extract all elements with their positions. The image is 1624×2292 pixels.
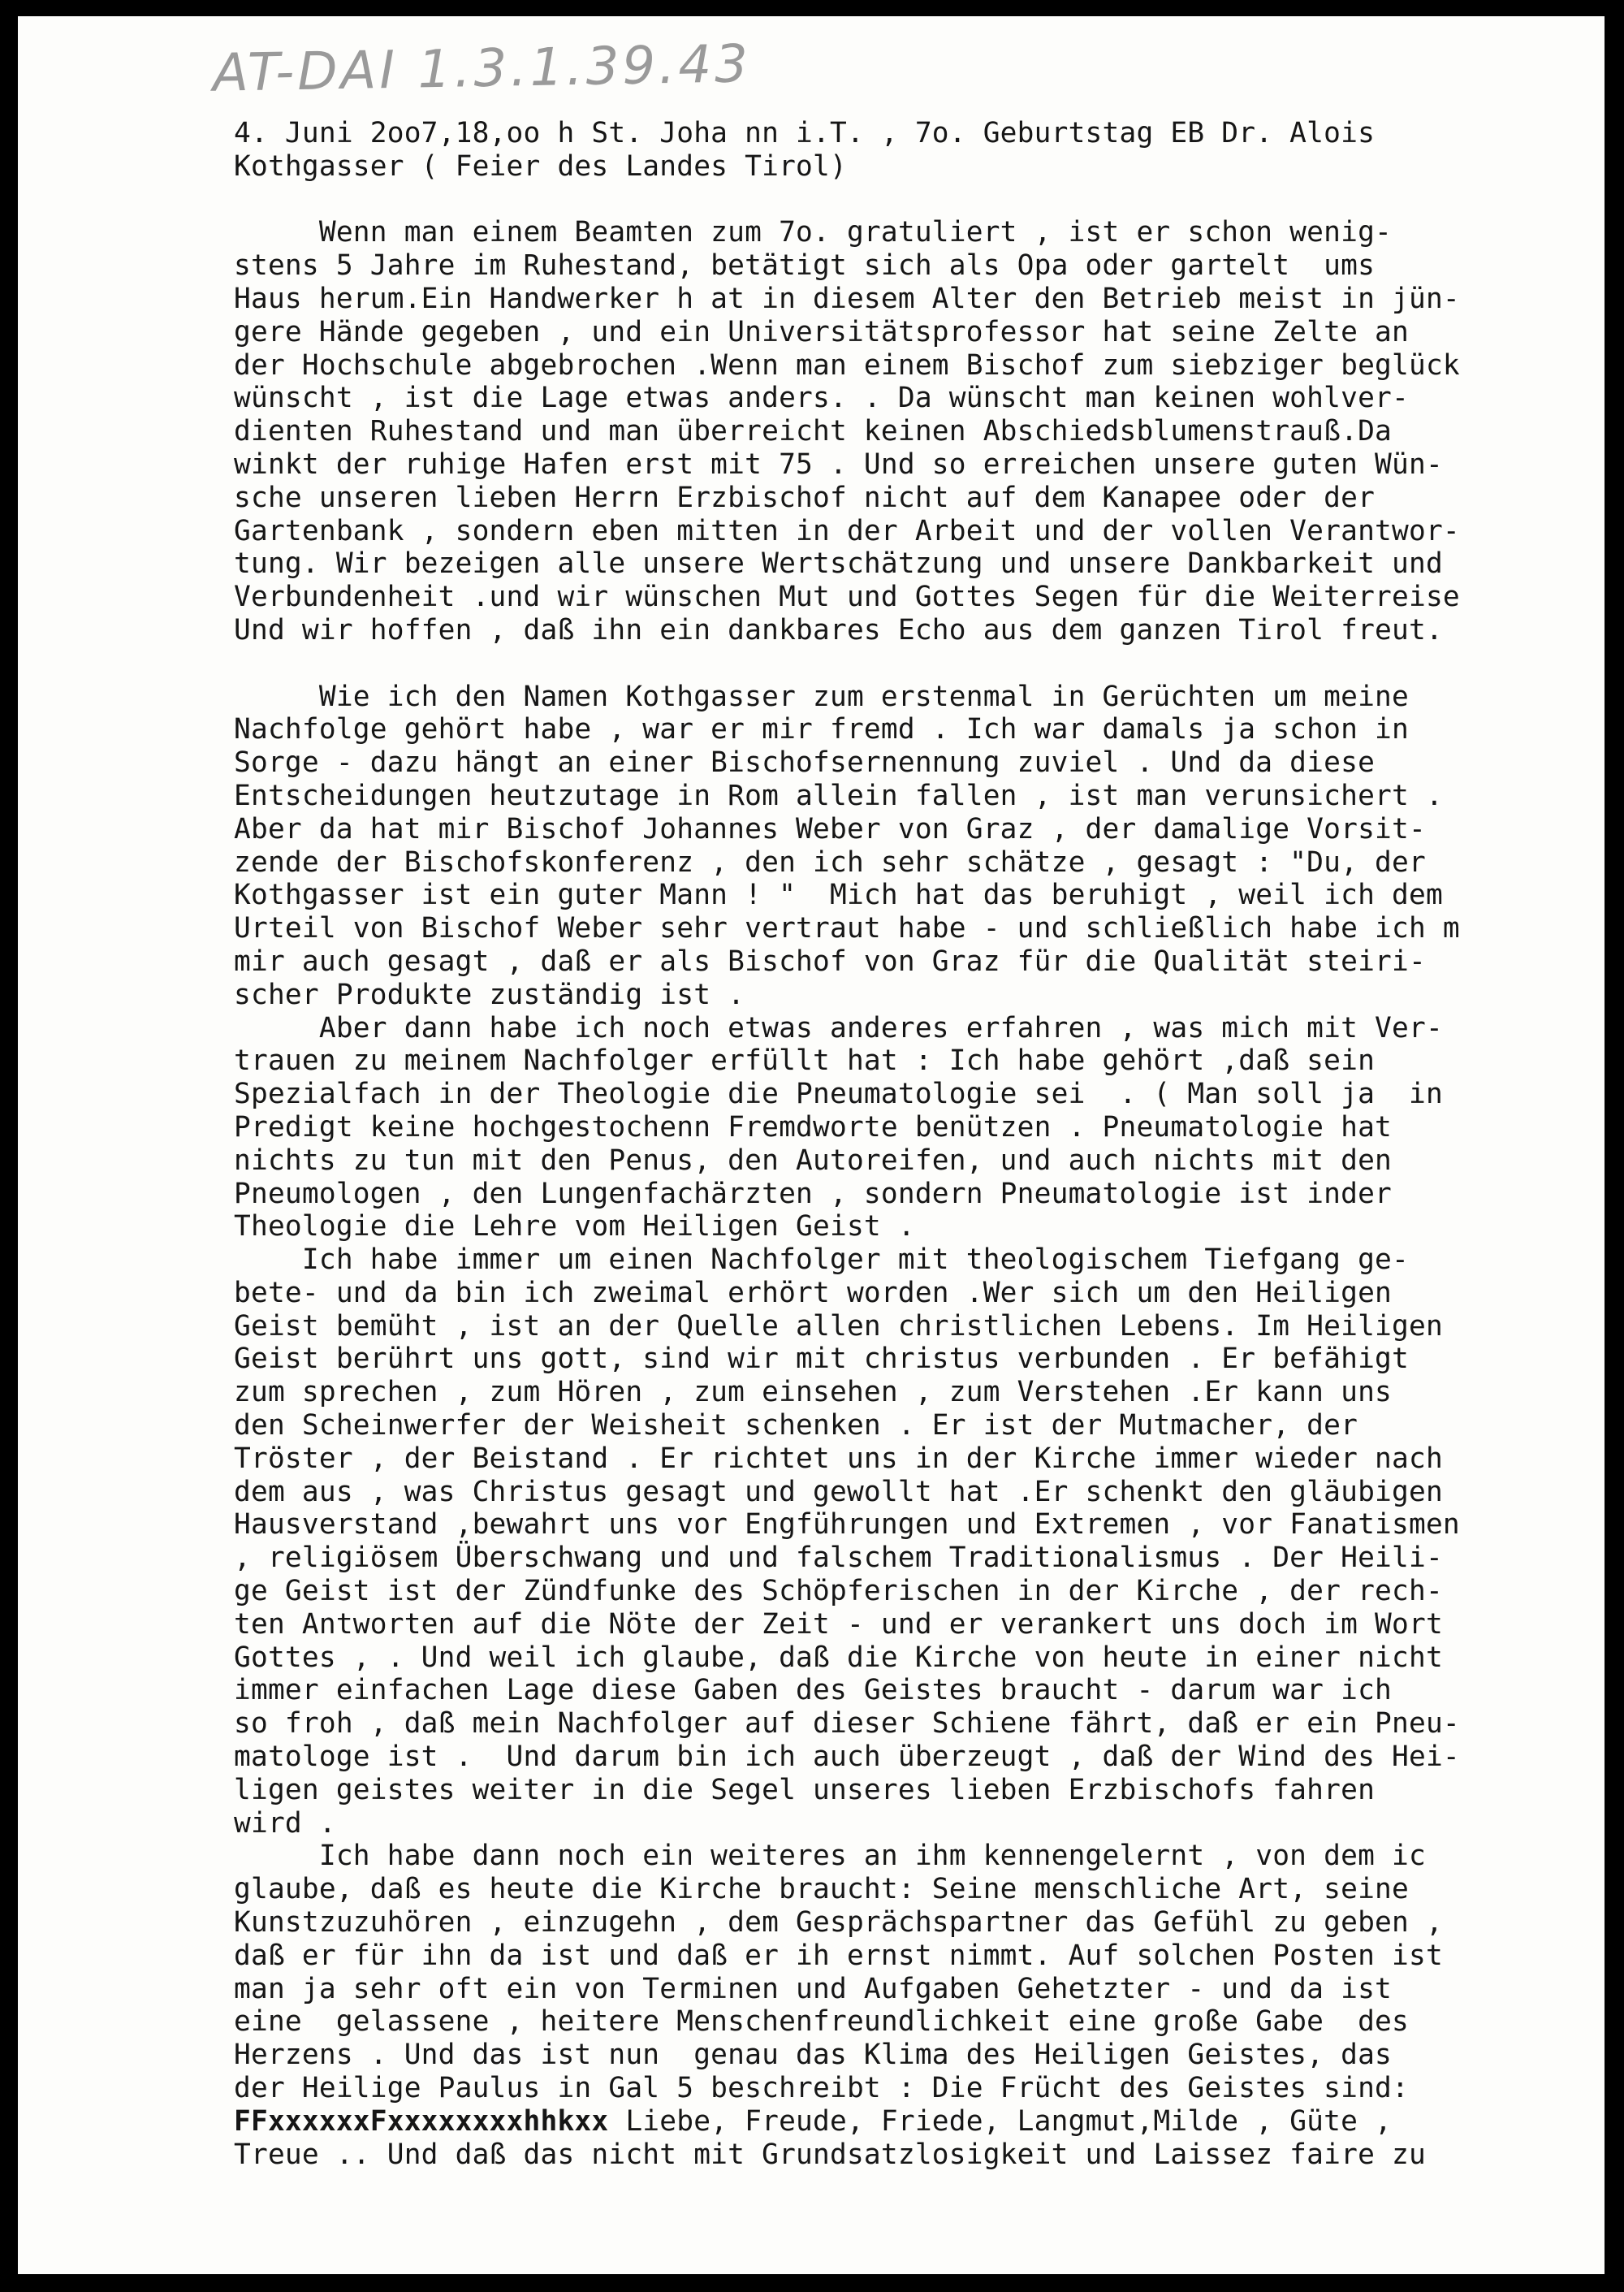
text-line: Hausverstand ,bewahrt uns vor Engführungen und Extremen , vor Fanatismen [234, 1508, 1460, 1542]
text-line: winkt der ruhige Hafen erst mit 75 . Und so erreichen unsere guten Wün- [234, 448, 1443, 481]
header-line: Kothgasser ( Feier des Landes Tirol) [234, 149, 847, 183]
text-line: Verbundenheit .und wir wünschen Mut und Gottes Segen für die Weiterreise [234, 581, 1460, 614]
text-line: Kothgasser ist ein guter Mann ! " Mich hat das beruhigt , weil ich dem [234, 879, 1443, 912]
text-line: Ich habe immer um einen Nachfolger mit theologischem Tiefgang ge- [234, 1243, 1409, 1277]
text-line: man ja sehr oft ein von Terminen und Aufgaben Gehetzter - und da ist [234, 1972, 1393, 2005]
text-line: Gartenbank , sondern eben mitten in der Arbeit und der vollen Verantwor- [234, 514, 1460, 547]
text-line: Wie ich den Namen Kothgasser zum erstenmal in Gerüchten um meine [234, 680, 1409, 713]
text-line: Haus herum.Ein Handwerker h at in diesem Alter den Betrieb meist in jün- [234, 282, 1460, 315]
text-line: Gottes , . Und weil ich glaube, daß die Kirche von heute in einer nicht [234, 1641, 1443, 1674]
text-line: Tröster , der Beistand . Er richtet uns in der Kirche immer wieder nach [234, 1442, 1443, 1475]
text-line: tung. Wir bezeigen alle unsere Wertschätzung und unsere Dankbarkeit und [234, 547, 1443, 581]
text-line: stens 5 Jahre im Ruhestand, betätigt sich als Opa oder gartelt ums [234, 249, 1376, 283]
text-line: glaube, daß es heute die Kirche braucht: Seine menschliche Art, seine [234, 1873, 1409, 1906]
text-line: Geist berührt uns gott, sind wir mit christus verbunden . Er befähigt [234, 1343, 1409, 1376]
paragraph-3 [234, 1840, 1605, 2171]
text-line: Spezialfach in der Theologie die Pneumatologie sei . ( Man soll ja in [234, 1078, 1443, 1111]
typed-text [234, 117, 1605, 2171]
text-line: Und wir hoffen , daß ihn ein dankbares Echo aus dem ganzen Tirol freut. [234, 613, 1443, 647]
text-line: , religiösem Überschwang und und falschem Traditionalismus . Der Heili- [234, 1542, 1443, 1575]
text-line: Geist bemüht , ist an der Quelle allen christlichen Lebens. Im Heiligen [234, 1309, 1443, 1343]
text-line: zende der Bischofskonferenz , den ich sehr schätze , gesagt : "Du, der [234, 845, 1426, 879]
text-line: zum sprechen , zum Hören , zum einsehen , zum Verstehen .Er kann uns [234, 1376, 1393, 1409]
text-line: Theologie die Lehre vom Heiligen Geist . [234, 1210, 915, 1243]
text-line: dem aus , was Christus gesagt und gewollt hat .Er schenkt den gläubigen [234, 1475, 1443, 1508]
text-line: Nachfolge gehört habe , war er mir fremd . Ich war damals ja schon in [234, 713, 1409, 746]
text-line: Aber dann habe ich noch etwas anderes erfahren , was mich mit Ver- [234, 1011, 1443, 1044]
paragraph-2 [234, 681, 1605, 1840]
text-line: wünscht , ist die Lage etwas anders. . Da wünscht man keinen wohlver- [234, 382, 1409, 415]
text-line: der Hochschule abgebrochen .Wenn man einem Bischof zum siebziger beglück [234, 348, 1460, 382]
text-line: bete- und da bin ich zweimal erhört worden .Wer sich um den Heiligen [234, 1276, 1393, 1309]
text-fragment: Liebe, Freude, Friede, Langmut,Milde , Güte , [608, 2104, 1393, 2138]
struck-out-text: FFxxxxxxFxxxxxxxxhhkxx [234, 2104, 609, 2138]
archive-stamp: AT-DAI 1.3.1.39.43 [212, 34, 752, 104]
text-line: eine gelassene , heitere Menschenfreundlichkeit eine große Gabe des [234, 2005, 1409, 2039]
text-line: sche unseren lieben Herrn Erzbischof nicht auf dem Kanapee oder der [234, 481, 1376, 514]
text-line: den Scheinwerfer der Weisheit schenken . Er ist der Mutmacher, der [234, 1409, 1358, 1442]
header-line: 4. Juni 2oo7,18,oo h St. Joha nn i.T. , 7o. Geburtstag EB Dr. Alois [234, 117, 1376, 149]
text-line: ten Antworten auf die Nöte der Zeit - und er verankert uns doch im Wort [234, 1607, 1443, 1641]
text-line: nichts zu tun mit den Penus, den Autoreifen, und auch nichts mit den [234, 1144, 1393, 1177]
text-line: Wenn man einem Beamten zum 7o. gratuliert , ist er schon wenig- [234, 216, 1393, 249]
text-line: Entscheidungen heutzutage in Rom allein fallen , ist man verunsichert . [234, 779, 1443, 812]
text-line: daß er für ihn da ist und daß er ih ernst nimmt. Auf solchen Posten ist [234, 1939, 1443, 1972]
text-line: gere Hände gegeben , und ein Universitätsprofessor hat seine Zelte an [234, 315, 1409, 348]
text-line: wird . [234, 1806, 336, 1840]
text-line: Treue .. Und daß das nicht mit Grundsatzlosigkeit und Laissez faire zu [234, 2138, 1426, 2171]
text-line: Urteil von Bischof Weber sehr vertraut habe - und schließlich habe ich m [234, 912, 1460, 945]
text-line: so froh , daß mein Nachfolger auf dieser Schiene fährt, daß er ein Pneu- [234, 1707, 1460, 1741]
text-line: Sorge - dazu hängt an einer Bischofsernennung zuviel . Und da diese [234, 746, 1376, 780]
text-line: der Heilige Paulus in Gal 5 beschreibt : Die Frücht des Geistes sind: [234, 2072, 1409, 2105]
text-line: Aber da hat mir Bischof Johannes Weber von Graz , der damalige Vorsit- [234, 812, 1426, 845]
text-line: Kunstzuzuhören , einzugehn , dem Gesprächspartner das Gefühl zu geben , [234, 1906, 1443, 1940]
text-line: scher Produkte zuständig ist . [234, 978, 745, 1011]
document-page [18, 16, 1605, 2274]
text-line: ge Geist ist der Zündfunke des Schöpferischen in der Kirche , der rech- [234, 1575, 1443, 1608]
text-line: matologe ist . Und darum bin ich auch überzeugt , daß der Wind des Hei- [234, 1741, 1460, 1774]
text-line: Herzens . Und das ist nun genau das Klima des Heiligen Geistes, das [234, 2039, 1393, 2072]
text-line: ligen geistes weiter in die Segel unseres lieben Erzbischofs fahren [234, 1773, 1376, 1806]
paragraph-1 [234, 216, 1605, 647]
text-line: Pneumologen , den Lungenfachärzten , sondern Pneumatologie ist inder [234, 1177, 1393, 1210]
text-line: dienten Ruhestand und man überreicht keinen Abschiedsblumenstrauß.Da [234, 415, 1393, 448]
text-line: Predigt keine hochgestochenn Fremdworte benützen . Pneumatologie hat [234, 1110, 1393, 1144]
text-line: immer einfachen Lage diese Gaben des Geistes braucht - darum war ich [234, 1674, 1393, 1707]
text-line: Ich habe dann noch ein weiteres an ihm kennengelernt , von dem ic [234, 1840, 1426, 1873]
text-line: trauen zu meinem Nachfolger erfüllt hat : Ich habe gehört ,daß sein [234, 1044, 1376, 1078]
text-line: mir auch gesagt , daß er als Bischof von Graz für die Qualität steiri- [234, 945, 1426, 978]
text-line [234, 2105, 1605, 2138]
